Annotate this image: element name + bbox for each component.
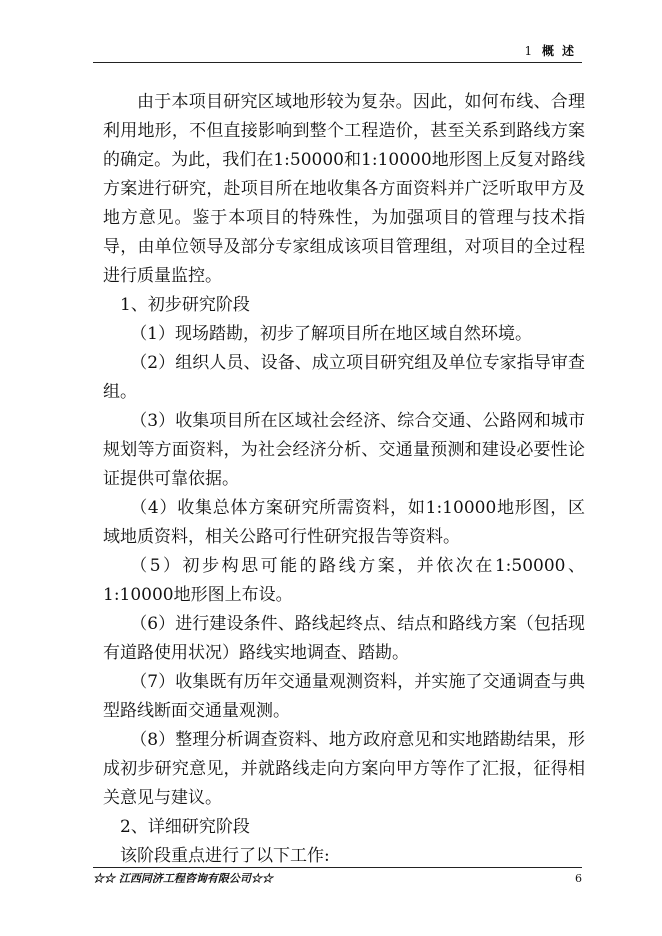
section-heading-preliminary: 1、初步研究阶段 [120,295,250,315]
list-item-6: （6）进行建设条件、路线起终点、结点和路线方案（包括现有道路使用状况）路线实地调查、踏勘。 [103,614,585,663]
page-number: 6 [575,872,582,885]
list-item-8: （8）整理分析调查资料、地方政府意见和实地踏勘结果，形成初步研究意见，并就路线走向方案向甲方等作了汇报，征得相关意见与建议。 [103,730,585,808]
detailed-intro: 该阶段重点进行了以下工作: [120,846,330,866]
footer-company: ☆☆ 江西同济工程咨询有限公司☆☆ [93,872,273,885]
chapter-number: 1 [524,44,533,58]
list-item-1: （1）现场踏勘，初步了解项目所在地区域自然环境。 [130,324,533,344]
page-footer [93,867,582,886]
chapter-title: 概述 [541,44,582,58]
list-item-4: （4）收集总体方案研究所需资料，如1:10000地形图，区域地质资料，相关公路可行性研究报告等资料。 [103,498,585,547]
body-text [103,88,585,871]
intro-paragraph: 由于本项目研究区域地形较为复杂。因此，如何布线、合理利用地形，不但直接影响到整个工程造价，甚至关系到路线方案的确定。为此，我们在1:50000和1:10000地形图上反复对路线方案进行研究，赴项目所在地收集各方面资料并广泛听取甲方及地方意见。鉴于本项目的特殊性，为加强项目的管理与技术指导，由单位领导及部分专家组成该项目管理组，对项目的全过程进行质量监控。 [103,92,585,286]
list-item-7: （7）收集既有历年交通量观测资料，并实施了交通调查与典型路线断面交通量观测。 [103,672,585,721]
list-item-3: （3）收集项目所在区域社会经济、综合交通、公路网和城市规划等方面资料，为社会经济分析、交通量预测和建设必要性论证提供可靠依据。 [103,411,585,489]
section-heading-detailed: 2、详细研究阶段 [120,817,250,837]
list-item-5: （5）初步构思可能的路线方案，并依次在1:50000、1:10000地形图上布设。 [103,556,585,605]
page-header [93,42,582,63]
list-item-2: （2）组织人员、设备、成立项目研究组及单位专家指导审查组。 [103,353,585,402]
